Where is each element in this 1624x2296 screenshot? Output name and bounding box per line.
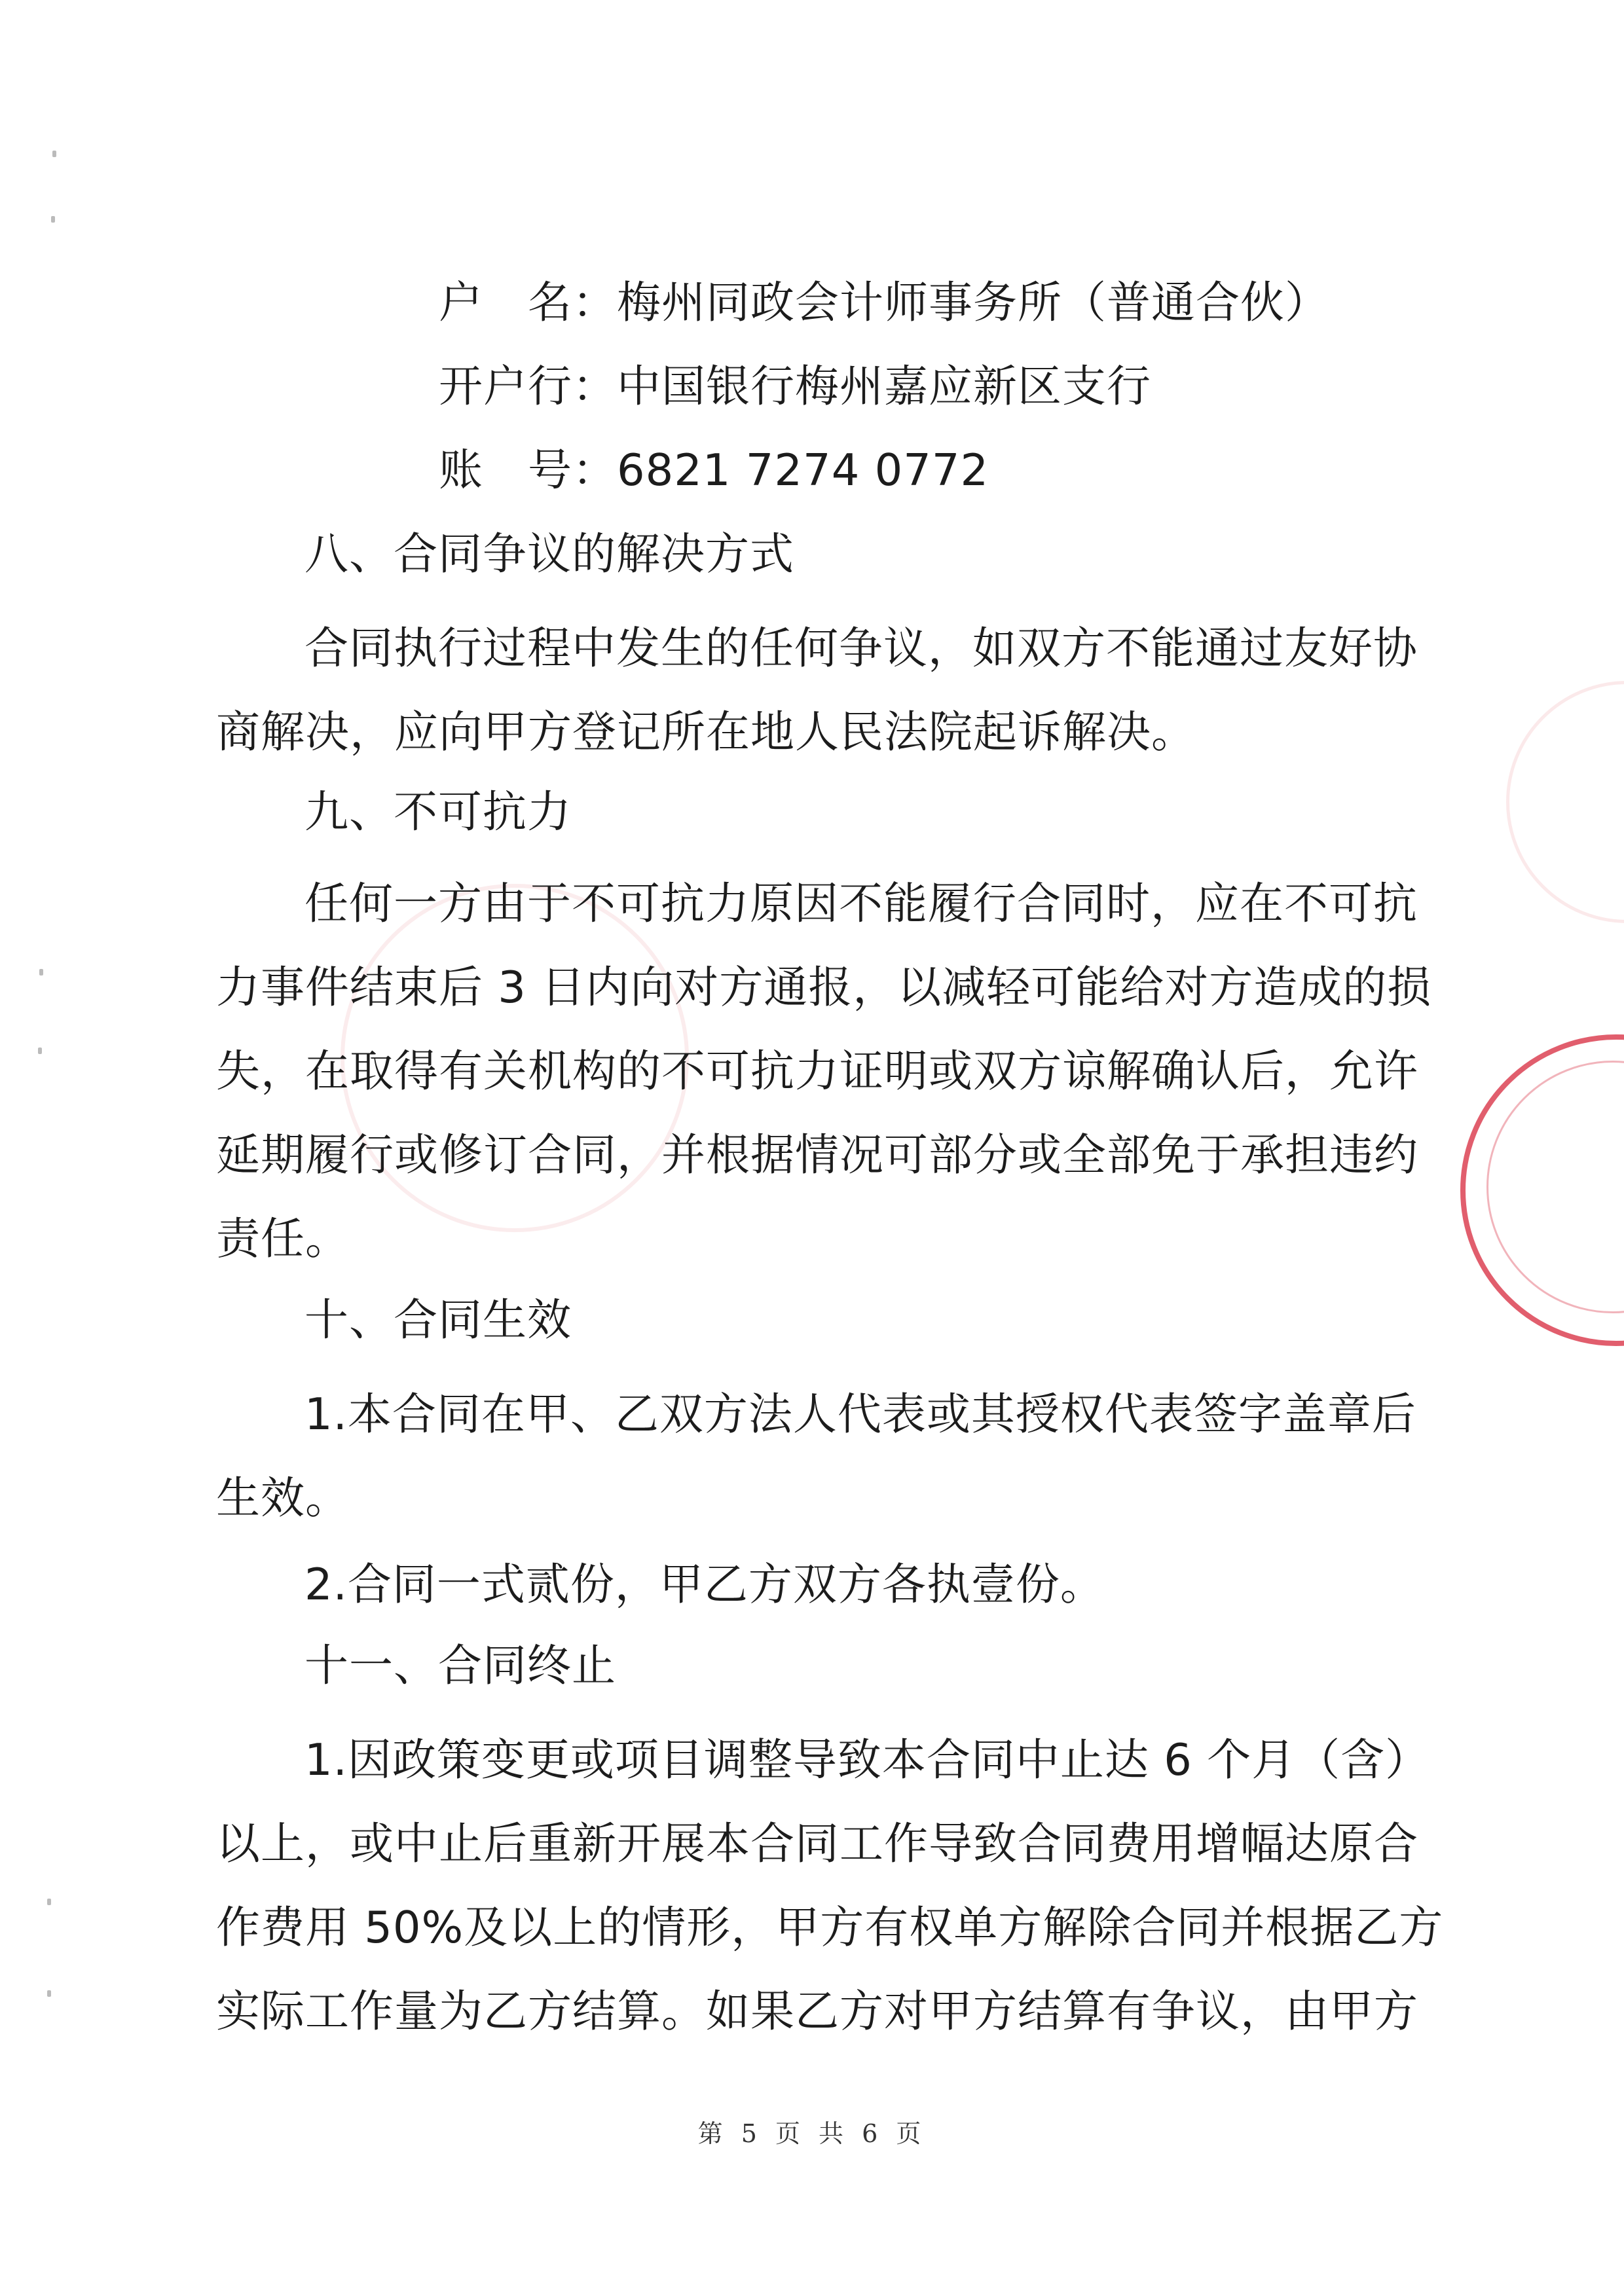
scan-speck (38, 1048, 42, 1054)
section-9-text-line: 任何一方由于不可抗力原因不能履行合同时，应在不可抗 (304, 878, 1418, 929)
section-8-title: 八、合同争议的解决方式 (304, 528, 794, 579)
section-11-text-line: 实际工作量为乙方结算。如果乙方对甲方结算有争议，由甲方 (216, 1986, 1418, 2037)
faint-seal-top-right (1506, 681, 1624, 923)
section-9-title: 九、不可抗力 (304, 786, 572, 837)
section-11-text-line: 作费用 50%及以上的情形，甲方有权单方解除合同并根据乙方 (216, 1902, 1444, 1953)
section-10-text-line: 生效。 (216, 1472, 350, 1523)
section-10-text-line: 1.本合同在甲、乙双方法人代表或其授权代表签字盖章后 (304, 1389, 1416, 1440)
page-number-footer: 第 5 页 共 6 页 (697, 2119, 927, 2148)
section-10-title: 十、合同生效 (304, 1294, 572, 1345)
scan-speck (47, 1990, 51, 1997)
account-bank-value: 中国银行梅州嘉应新区支行 (617, 361, 1151, 412)
account-name-row (439, 276, 1329, 329)
scan-speck (51, 216, 55, 223)
account-number-row (439, 444, 989, 496)
section-11-text-line: 以上，或中止后重新开展本合同工作导致合同费用增幅达原合 (216, 1818, 1418, 1869)
scan-speck (52, 151, 56, 157)
section-9-text-line: 失，在取得有关机构的不可抗力证明或双方谅解确认后，允许 (216, 1046, 1418, 1097)
account-number-label: 账 号： (439, 445, 617, 496)
section-9-text-line: 力事件结束后 3 日内向对方通报，以减轻可能给对方造成的损 (216, 962, 1432, 1013)
account-bank-row (439, 360, 1151, 412)
section-9-text-line: 延期履行或修订合同，并根据情况可部分或全部免于承担违约 (216, 1129, 1418, 1180)
red-seal-inner-ring (1486, 1061, 1624, 1313)
section-10-text-line: 2.合同一式贰份，甲乙方双方各执壹份。 (304, 1559, 1105, 1610)
section-9-text-line: 责任。 (216, 1213, 350, 1264)
account-bank-label: 开户行： (439, 361, 617, 412)
account-number-value: 6821 7274 0772 (617, 445, 989, 496)
section-11-text-line: 1.因政策变更或项目调整导致本合同中止达 6 个月（含） (304, 1734, 1430, 1785)
scan-speck (47, 1899, 51, 1905)
account-name-label: 户 名： (439, 277, 617, 328)
account-name-value: 梅州同政会计师事务所（普通合伙） (617, 277, 1329, 328)
section-11-title: 十一、合同终止 (304, 1640, 616, 1691)
section-8-text-line: 商解决，应向甲方登记所在地人民法院起诉解决。 (216, 706, 1196, 757)
scan-speck (39, 969, 43, 975)
section-8-text-line: 合同执行过程中发生的任何争议，如双方不能通过友好协 (304, 623, 1418, 674)
